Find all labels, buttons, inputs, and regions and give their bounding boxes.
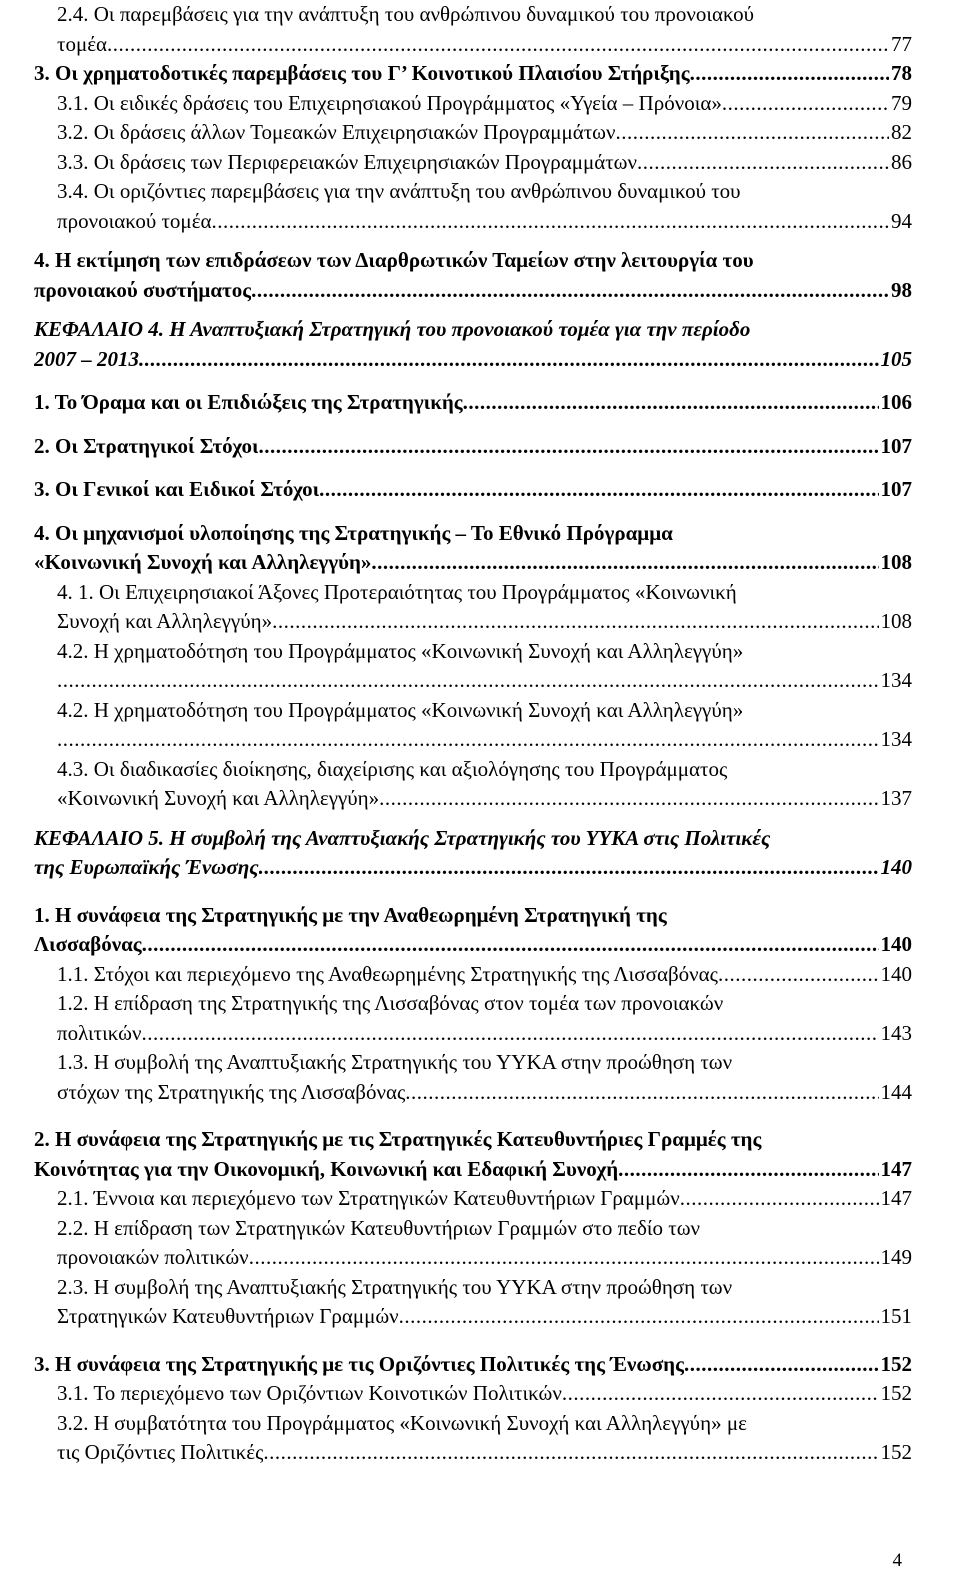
- toc-entry-title: 3.4. Οι οριζόντιες παρεμβάσεις για την ανάπτυξη του ανθρώπινου δυναμικού του: [57, 179, 741, 203]
- toc-page-number: 78: [891, 61, 912, 85]
- dot-leader: [371, 548, 878, 578]
- toc-entry-title: Συνοχή και Αλληλεγγύη»: [57, 609, 273, 633]
- toc-entry-title: Κοινότητας για την Οικονομική, Κοινωνική και Εδαφική Συνοχή: [34, 1156, 619, 1181]
- toc-entry[interactable]: [34, 637, 912, 696]
- dot-leader: [142, 930, 879, 960]
- toc-entry[interactable]: [34, 177, 912, 236]
- dot-leader: [615, 118, 889, 148]
- toc-page-number: 143: [880, 1020, 912, 1045]
- toc-entry-title: στόχων της Στρατηγικής της Λισσαβόνας: [57, 1079, 406, 1104]
- dot-leader: [379, 784, 878, 814]
- toc-entry-title: 2. Η συνάφεια της Στρατηγικής με τις Στρατηγικές Κατευθυντήριες Γραμμές της: [34, 1127, 762, 1151]
- toc-entry[interactable]: [34, 315, 912, 374]
- toc-entry-title: 1.2. Η επίδραση της Στρατηγικής της Λισσαβόνας στον τομέα των προνοιακών: [57, 991, 724, 1015]
- toc-page-number: 107: [880, 433, 912, 458]
- toc-entry-title: 3. Οι χρηματοδοτικές παρεμβάσεις του Γ’ Κοινοτικού Πλαισίου Στήριξης: [34, 61, 690, 85]
- toc-entry[interactable]: [34, 475, 912, 505]
- toc-page-number: 149: [880, 1245, 912, 1269]
- toc-page-number: 152: [880, 1381, 912, 1405]
- toc-entry-title: 4. 1. Οι Επιχειρησιακοί Άξονες Προτεραιότητας του Προγράμματος «Κοινωνική: [57, 579, 737, 604]
- toc-entry-title: «Κοινωνική Συνοχή και Αλληλεγγύη»: [34, 550, 372, 574]
- toc-entry[interactable]: [34, 1379, 912, 1409]
- toc-entry-title: 2. Οι Στρατηγικοί Στόχοι: [34, 433, 259, 458]
- toc-page-number: 151: [880, 1304, 912, 1328]
- dot-leader: [690, 59, 889, 89]
- toc-entry[interactable]: [34, 59, 912, 89]
- toc-entry[interactable]: [34, 1048, 912, 1107]
- toc-page-number: 134: [880, 727, 912, 751]
- toc-entry-title: 3. Η συνάφεια της Στρατηγικής με τις Οριζόντιες Πολιτικές της Ένωσης: [34, 1351, 684, 1376]
- dot-leader: [405, 1078, 878, 1108]
- toc-entry-title: 4.2. Η χρηματοδότηση του Προγράμματος «Κοινωνική Συνοχή και Αλληλεγγύη»: [57, 697, 744, 722]
- toc-entry-title: ΚΕΦΑΛΑΙΟ 4. Η Αναπτυξιακή Στρατηγική του προνοιακού τομέα για την περίοδο: [34, 317, 751, 341]
- toc-entry-title: 4. Η εκτίμηση των επιδράσεων των Διαρθρωτικών Ταμείων στην λειτουργία του: [34, 248, 754, 272]
- toc-page-number: 105: [880, 346, 912, 371]
- toc-entry-title: 3.2. Οι δράσεις άλλων Τομεακών Επιχειρησιακών Προγραμμάτων: [57, 120, 616, 144]
- dot-leader: [258, 432, 878, 462]
- toc-page-number: 144: [880, 1079, 912, 1104]
- dot-leader: [139, 345, 879, 375]
- toc-entry-title: προνοιακού συστήματος: [34, 277, 252, 302]
- toc-entry-title: τομέα: [57, 31, 108, 56]
- toc-entry[interactable]: [34, 388, 912, 418]
- toc-page-number: 106: [880, 390, 912, 414]
- toc-entry[interactable]: [34, 432, 912, 462]
- toc-page-number: 152: [880, 1440, 912, 1464]
- toc-entry[interactable]: [34, 1125, 912, 1184]
- dot-leader: [249, 1243, 879, 1273]
- toc-page-number: 86: [891, 149, 912, 174]
- toc-entry-title: 1. Το Όραμα και οι Επιδιώξεις της Στρατηγικής: [34, 390, 463, 414]
- toc-page-number: 107: [880, 477, 912, 501]
- dot-leader: [272, 607, 878, 637]
- toc-entry[interactable]: [34, 519, 912, 578]
- table-of-contents: [34, 0, 912, 1468]
- dot-leader: [319, 475, 878, 505]
- toc-entry-title: ΚΕΦΑΛΑΙΟ 5. Η συμβολή της Αναπτυξιακής Στρατηγικής του ΥΥΚΑ στις Πολιτικές: [34, 825, 771, 850]
- toc-entry[interactable]: [34, 1273, 912, 1332]
- dot-leader: [399, 1302, 879, 1332]
- toc-entry[interactable]: [34, 960, 912, 990]
- toc-entry[interactable]: [34, 696, 912, 755]
- toc-page-number: 98: [891, 277, 912, 302]
- toc-entry-title: Στρατηγικών Κατευθυντήριων Γραμμών: [57, 1304, 399, 1328]
- toc-entry-title: 3.3. Οι δράσεις των Περιφερειακών Επιχειρησιακών Προγραμμάτων: [57, 149, 637, 174]
- toc-entry[interactable]: [34, 989, 912, 1048]
- toc-entry-title: 3.2. Η συμβατότητα του Προγράμματος «Κοινωνική Συνοχή και Αλληλεγγύη» με: [57, 1410, 747, 1435]
- dot-leader: [259, 853, 879, 883]
- toc-entry-title: 2.2. Η επίδραση των Στρατηγικών Κατευθυντήριων Γραμμών στο πεδίο των: [57, 1215, 701, 1240]
- dot-leader: [637, 148, 889, 178]
- toc-page-number: 94: [891, 208, 912, 233]
- toc-entry[interactable]: [34, 0, 912, 59]
- toc-page-number: 140: [880, 855, 912, 879]
- toc-entry[interactable]: [34, 755, 912, 814]
- dot-leader: [684, 1350, 879, 1380]
- toc-page-number: 140: [880, 961, 912, 986]
- toc-page-number: 77: [891, 31, 912, 56]
- toc-entry-title: 3.1. Το περιεχόμενο των Οριζόντιων Κοινοτικών Πολιτικών: [57, 1381, 562, 1405]
- toc-entry[interactable]: [34, 1214, 912, 1273]
- toc-page-number: 108: [880, 550, 912, 574]
- toc-page-number: 140: [880, 932, 912, 956]
- toc-entry-title: 1.1. Στόχοι και περιεχόμενο της Αναθεωρημένης Στρατηγικής της Λισσαβόνας: [57, 961, 718, 986]
- dot-leader: [57, 666, 879, 696]
- toc-entry[interactable]: [34, 148, 912, 178]
- dot-leader: [251, 276, 889, 306]
- dot-leader: [463, 388, 879, 418]
- toc-entry[interactable]: [34, 118, 912, 148]
- toc-entry[interactable]: [34, 1350, 912, 1380]
- toc-entry-title: 3. Οι Γενικοί και Ειδικοί Στόχοι: [34, 477, 320, 501]
- toc-entry[interactable]: [34, 901, 912, 960]
- toc-entry-title: 3.1. Οι ειδικές δράσεις του Επιχειρησιακού Προγράμματος «Υγεία – Πρόνοια»: [57, 90, 722, 115]
- dot-leader: [141, 1019, 878, 1049]
- toc-entry-title: της Ευρωπαϊκής Ένωσης: [34, 855, 259, 879]
- toc-entry[interactable]: [34, 824, 912, 883]
- toc-page-number: 147: [880, 1186, 912, 1210]
- dot-leader: [680, 1184, 879, 1214]
- dot-leader: [57, 725, 879, 755]
- toc-page-number: 147: [880, 1156, 912, 1181]
- toc-entry-title: 4. Οι μηχανισμοί υλοποίησης της Στρατηγικής – Το Εθνικό Πρόγραμμα: [34, 520, 673, 545]
- dot-leader: [263, 1438, 878, 1468]
- toc-page-number: 82: [891, 120, 912, 144]
- toc-entry-title: 4.3. Οι διαδικασίες διοίκησης, διαχείρισης και αξιολόγησης του Προγράμματος: [57, 756, 728, 781]
- toc-page-number: 134: [880, 668, 912, 692]
- toc-entry[interactable]: [34, 1409, 912, 1468]
- toc-entry-title: 4.2. Η χρηματοδότηση του Προγράμματος «Κοινωνική Συνοχή και Αλληλεγγύη»: [57, 638, 744, 663]
- toc-entry[interactable]: [34, 578, 912, 637]
- toc-entry-title: Λισσαβόνας: [34, 932, 142, 956]
- toc-entry-title: 1. Η συνάφεια της Στρατηγικής με την Αναθεωρημένη Στρατηγική της: [34, 902, 667, 927]
- dot-leader: [722, 89, 889, 119]
- dot-leader: [618, 1155, 878, 1185]
- toc-entry[interactable]: [34, 246, 912, 305]
- dot-leader: [107, 30, 889, 60]
- toc-entry-title: 2.1. Έννοια και περιεχόμενο των Στρατηγικών Κατευθυντήριων Γραμμών: [57, 1186, 680, 1210]
- toc-entry[interactable]: [34, 1184, 912, 1214]
- toc-page-number: 152: [880, 1351, 912, 1376]
- dot-leader: [562, 1379, 879, 1409]
- dot-leader: [718, 960, 879, 990]
- dot-leader: [212, 207, 889, 237]
- toc-entry-title: τις Οριζόντιες Πολιτικές: [57, 1440, 264, 1464]
- toc-entry-title: 1.3. Η συμβολή της Αναπτυξιακής Στρατηγικής του ΥΥΚΑ στην προώθηση των: [57, 1050, 733, 1074]
- toc-entry-title: πολιτικών: [57, 1020, 142, 1045]
- toc-page-number: 137: [880, 786, 912, 810]
- toc-entry-title: 2007 – 2013: [34, 346, 139, 371]
- toc-entry-title: προνοιακού τομέα: [57, 208, 212, 233]
- toc-entry-title: 2.3. Η συμβολή της Αναπτυξιακής Στρατηγικής του ΥΥΚΑ στην προώθηση των: [57, 1274, 733, 1299]
- toc-page-number: 108: [880, 609, 912, 633]
- toc-entry-title: «Κοινωνική Συνοχή και Αλληλεγγύη»: [57, 786, 380, 810]
- page-number: 4: [892, 1550, 902, 1571]
- toc-entry-title: 2.4. Οι παρεμβάσεις για την ανάπτυξη του ανθρώπινου δυναμικού του προνοιακού: [57, 2, 755, 26]
- toc-page-number: 79: [891, 90, 912, 115]
- toc-entry-title: προνοιακών πολιτικών: [57, 1245, 249, 1269]
- toc-entry[interactable]: [34, 89, 912, 119]
